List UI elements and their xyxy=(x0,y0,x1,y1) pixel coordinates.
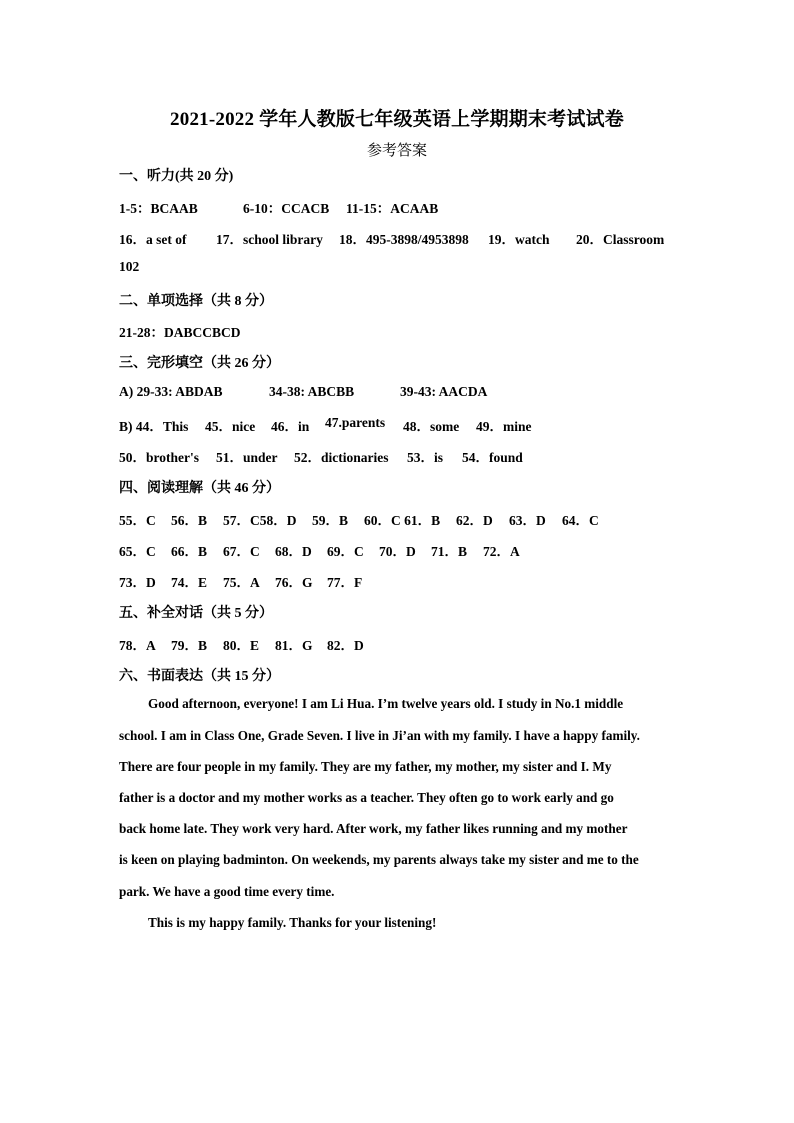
answer-item: 79．B xyxy=(171,638,208,653)
answer-item: 72．A xyxy=(483,544,520,559)
section-heading-listening: 一、听力(共 20 分) xyxy=(119,169,234,184)
answer-item: 73．D xyxy=(119,575,156,590)
answer-item: 65．C xyxy=(119,544,156,559)
answer-item: 60．C 61．B xyxy=(364,513,441,528)
answer-item: 20．Classroom xyxy=(576,232,665,247)
answer-group: 34-38: ABCBB xyxy=(269,384,355,399)
answer-item: 81．G xyxy=(275,638,313,653)
answer-item: 78．A xyxy=(119,638,156,653)
answer-item: 50．brother's xyxy=(119,450,199,465)
section-heading-reading: 四、阅读理解（共 46 分） xyxy=(119,481,280,496)
essay-line: Good afternoon, everyone! I am Li Hua. I’m twelve years old. I study in No.1 middle xyxy=(148,696,624,711)
answer-item: 82．D xyxy=(327,638,364,653)
answer-item: 48．some xyxy=(403,419,460,434)
answer-group: 39-43: AACDA xyxy=(400,384,488,399)
answer-item: 57．C58．D xyxy=(223,513,297,528)
essay-line: back home late. They work very hard. After work, my father likes running and my mother xyxy=(119,821,628,836)
essay-line: park. We have a good time every time. xyxy=(119,884,335,899)
essay-line: There are four people in my family. They are my father, my mother, my sister and I. My xyxy=(119,759,612,774)
answer-item: 51．under xyxy=(216,450,278,465)
essay-line: is keen on playing badminton. On weekends, my parents always take my sister and me to the xyxy=(119,852,639,867)
section-heading-writing: 六、书面表达（共 15 分） xyxy=(119,669,280,684)
answer-item: 71．B xyxy=(431,544,468,559)
answer-item: 46．in xyxy=(271,419,310,434)
answer-group: 6-10：CCACB xyxy=(243,201,330,216)
answer-group: A) 29-33: ABDAB xyxy=(119,384,223,399)
answer-item: 49．mine xyxy=(476,419,532,434)
answer-item: 74．E xyxy=(171,575,208,590)
answer-item: 45．nice xyxy=(205,419,256,434)
section-heading-dialogue: 五、补全对话（共 5 分） xyxy=(119,606,273,621)
answer-item: 18．495-3898/4953898 xyxy=(339,232,469,247)
page-subtitle: 参考答案 xyxy=(366,143,427,159)
answer-item: 16．a set of xyxy=(119,232,187,247)
answer-row: 21-28：DABCCBCD xyxy=(119,325,241,340)
answer-item: 68．D xyxy=(275,544,312,559)
answer-item: 66．B xyxy=(171,544,208,559)
answer-item: 75．A xyxy=(223,575,260,590)
answer-item: 47.parents xyxy=(325,415,386,430)
answer-group: 1-5：BCAAB xyxy=(119,201,198,216)
answer-item: 59．B xyxy=(312,513,349,528)
answer-group: 11-15：ACAAB xyxy=(346,201,439,216)
essay-line: father is a doctor and my mother works as a teacher. They often go to work early and go xyxy=(119,790,614,805)
answer-item: 80．E xyxy=(223,638,260,653)
answer-item: 52．dictionaries xyxy=(294,450,389,465)
answer-item: 77．F xyxy=(327,575,363,590)
answer-continuation: 102 xyxy=(119,259,140,274)
answer-item: 62．D xyxy=(456,513,493,528)
answer-item: B) 44．This xyxy=(119,419,189,434)
answer-item: 54．found xyxy=(462,450,523,465)
answer-item: 17．school library xyxy=(216,232,323,247)
answer-item: 19．watch xyxy=(488,232,550,247)
page-title: 2021-2022 学年人教版七年级英语上学期期末考试试卷 xyxy=(170,109,624,130)
essay-line: school. I am in Class One, Grade Seven. I live in Ji’an with my family. I have a happy family. xyxy=(119,728,640,743)
section-heading-single-choice: 二、单项选择（共 8 分） xyxy=(119,294,273,309)
essay-line: This is my happy family. Thanks for your listening! xyxy=(148,915,437,930)
answer-item: 69．C xyxy=(327,544,364,559)
answer-item: 63．D xyxy=(509,513,546,528)
answer-item: 56．B xyxy=(171,513,208,528)
answer-item: 55．C xyxy=(119,513,156,528)
answer-item: 67．C xyxy=(223,544,260,559)
answer-item: 70．D xyxy=(379,544,416,559)
answer-item: 76．G xyxy=(275,575,313,590)
answer-item: 53．is xyxy=(407,450,444,465)
answer-item: 64．C xyxy=(562,513,599,528)
section-heading-cloze: 三、完形填空（共 26 分） xyxy=(119,356,280,371)
